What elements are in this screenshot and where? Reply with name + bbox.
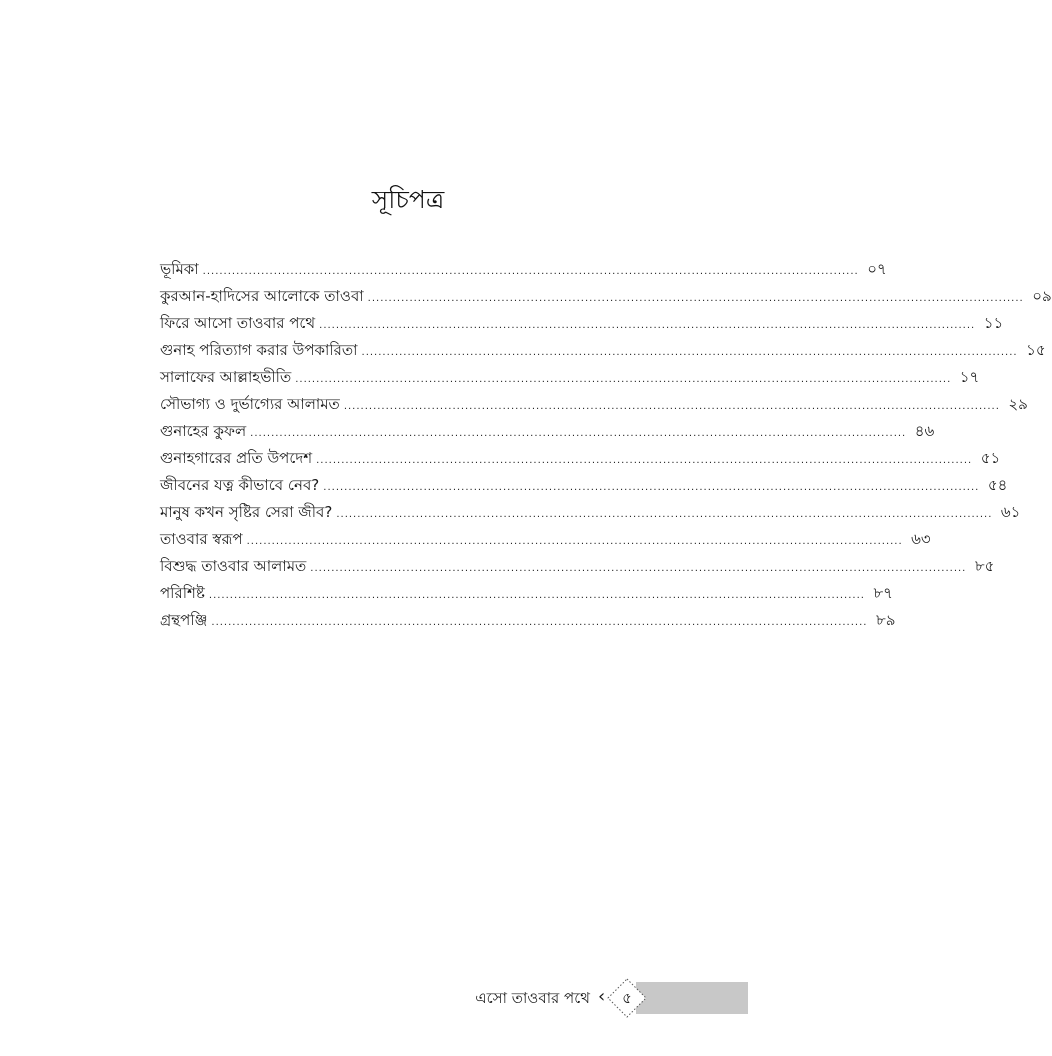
dot-leader: ............................................................................................................................................................. bbox=[202, 266, 859, 277]
dot-leader: ............................................................................................................................................................. bbox=[319, 320, 976, 331]
toc-entry-page: ৫৪ bbox=[987, 476, 1008, 494]
toc-entry-page: ৮৫ bbox=[974, 557, 995, 575]
toc-entry-label: সৌভাগ্য ও দুর্ভাগ্যের আলামত bbox=[160, 395, 340, 413]
toc-entry-page: ১১ bbox=[983, 314, 1004, 332]
toc-row[interactable] bbox=[160, 580, 893, 607]
toc-entry-page: ৮৯ bbox=[875, 611, 896, 629]
toc-entry-page: ৬১ bbox=[1000, 503, 1021, 521]
toc-entry-label: গ্রন্থপঞ্জি bbox=[160, 611, 208, 629]
page-number: ৫ bbox=[622, 989, 632, 1007]
dot-leader: ............................................................................................................................................................. bbox=[316, 455, 973, 466]
toc-entry-page: ৮৭ bbox=[873, 584, 893, 602]
toc-row[interactable] bbox=[160, 256, 887, 283]
toc-entry-label: গুনাহগারের প্রতি উপদেশ bbox=[160, 449, 313, 467]
toc-entry-label: বিশুদ্ধ তাওবার আলামত bbox=[160, 557, 307, 575]
toc-entry-page: ০৯ bbox=[1032, 287, 1052, 305]
dot-leader: ............................................................................................................................................................. bbox=[310, 563, 967, 574]
toc-row[interactable] bbox=[160, 472, 1008, 499]
toc-row[interactable] bbox=[160, 391, 1028, 418]
toc-entry-label: ভূমিকা bbox=[160, 260, 199, 278]
toc-entry-page: ০৭ bbox=[867, 260, 887, 278]
table-of-contents bbox=[160, 256, 1052, 634]
dot-leader: ............................................................................................................................................................. bbox=[295, 374, 952, 385]
toc-entry-label: গুনাহ পরিত্যাগ করার উপকারিতা bbox=[160, 341, 358, 359]
toc-row[interactable] bbox=[160, 607, 896, 634]
toc-entry-page: ২৯ bbox=[1008, 395, 1028, 413]
toc-row[interactable] bbox=[160, 364, 980, 391]
toc-row[interactable] bbox=[160, 283, 1052, 310]
toc-entry-label: ফিরে আসো তাওবার পথে bbox=[160, 314, 316, 332]
toc-entry-label: মানুষ কখন সৃষ্টির সেরা জীব? bbox=[160, 503, 333, 521]
chevron-left-icon: ‹ bbox=[598, 986, 606, 1007]
dot-leader: ............................................................................................................................................................. bbox=[208, 590, 865, 601]
dot-leader: ............................................................................................................................................................. bbox=[323, 482, 980, 493]
page-footer bbox=[0, 968, 816, 1028]
toc-entry-label: গুনাহের কুফল bbox=[160, 422, 247, 440]
toc-row[interactable] bbox=[160, 445, 1001, 472]
footer-book-title: এসো তাওবার পথে bbox=[475, 989, 590, 1007]
toc-row[interactable] bbox=[160, 337, 1046, 364]
toc-entry-label: সালাফের আল্লাহভীতি bbox=[160, 368, 292, 386]
toc-row[interactable] bbox=[160, 526, 931, 553]
toc-entry-label: তাওবার স্বরূপ bbox=[160, 530, 243, 548]
dot-leader: ............................................................................................................................................................. bbox=[361, 347, 1018, 358]
toc-entry-page: ১৫ bbox=[1026, 341, 1046, 359]
dot-leader: ............................................................................................................................................................. bbox=[211, 617, 868, 628]
dot-leader: ............................................................................................................................................................. bbox=[246, 536, 903, 547]
toc-row[interactable] bbox=[160, 418, 935, 445]
dot-leader: ............................................................................................................................................................. bbox=[250, 428, 907, 439]
toc-entry-label: কুরআন-হাদিসের আলোকে তাওবা bbox=[160, 287, 364, 305]
dot-leader: ............................................................................................................................................................. bbox=[367, 293, 1024, 304]
toc-entry-label: জীবনের যত্ন কীভাবে নেব? bbox=[160, 476, 320, 494]
toc-entry-page: ১৭ bbox=[959, 368, 980, 386]
toc-row[interactable] bbox=[160, 499, 1021, 526]
toc-row[interactable] bbox=[160, 310, 1004, 337]
toc-entry-page: ৫১ bbox=[980, 449, 1001, 467]
dot-leader: ............................................................................................................................................................. bbox=[336, 509, 993, 520]
toc-entry-label: পরিশিষ্ট bbox=[160, 584, 205, 602]
toc-row[interactable] bbox=[160, 553, 995, 580]
toc-entry-page: ৪৬ bbox=[914, 422, 935, 440]
toc-entry-page: ৬৩ bbox=[911, 530, 931, 548]
footer-gray-bar bbox=[636, 982, 748, 1014]
page-title: সূচিপত্র bbox=[371, 185, 445, 214]
dot-leader: ............................................................................................................................................................. bbox=[343, 401, 1000, 412]
